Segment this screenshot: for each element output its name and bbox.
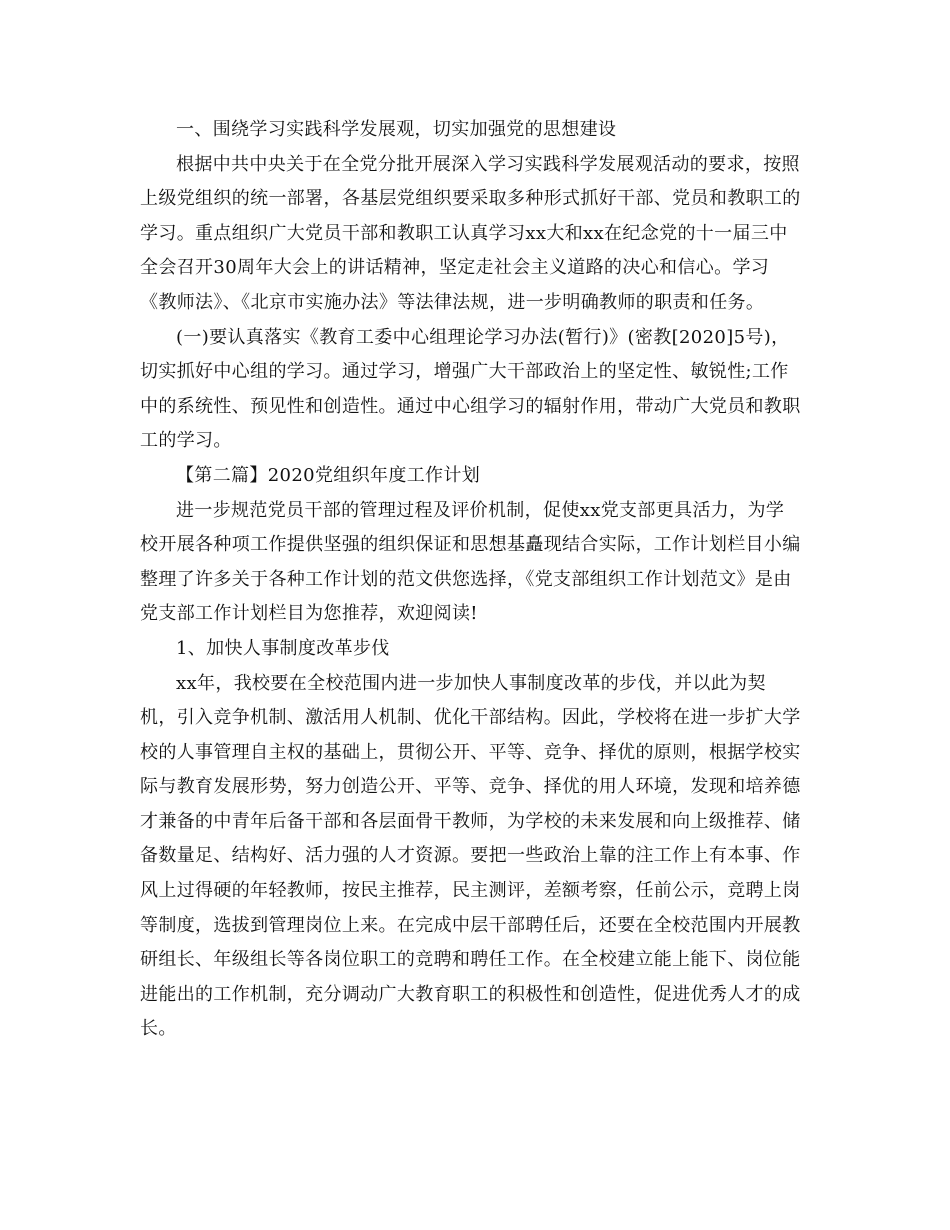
paragraph-line: 工的学习。 — [140, 430, 232, 452]
paragraph-line: xx年，我校要在全校范围内进一步加快人事制度改革的步伐，并以此为契 — [176, 672, 766, 694]
paragraph-line: 风上过得硬的年轻教师，按民主推荐，民主测评，差额考察，任前公示，竞聘上岗 — [140, 880, 801, 902]
paragraph-line: 切实抓好中心组的学习。通过学习，增强广大干部政治上的坚定性、敏锐性;工作 — [140, 361, 789, 383]
section-heading-1: 一、围绕学习实践科学发展观，切实加强党的思想建设 — [176, 119, 617, 140]
paragraph-line: 际与教育发展形势，努力创造公开、平等、竞争、择优的用人环境，发现和培养德 — [140, 776, 801, 798]
paragraph-line: 全会召开30周年大会上的讲话精神，坚定走社会主义道路的决心和信心。学习 — [140, 257, 770, 279]
subsection-heading: 1、加快人事制度改革步伐 — [176, 637, 390, 659]
section-heading-2: 【第二篇】2020党组织年度工作计划 — [176, 464, 481, 486]
paragraph-line: 党支部工作计划栏目为您推荐，欢迎阅读! — [140, 603, 478, 625]
paragraph-line: 整理了许多关于各种工作计划的范文供您选择，《党支部组织工作计划范文》是由 — [140, 568, 792, 590]
document-body — [140, 113, 830, 1047]
paragraph-line: 长。 — [140, 1018, 177, 1040]
paragraph-line: (一)要认真落实《教育工委中心组理论学习办法(暂行)》(密教[2020]5号)， — [176, 326, 790, 348]
paragraph-line: 校的人事管理自主权的基础上，贯彻公开、平等、竞争、择优的原则，根据学校实 — [140, 741, 801, 763]
paragraph-line: 学习。重点组织广大党员干部和教职工认真学习xx大和xx在纪念党的十一届三中 — [140, 222, 788, 244]
paragraph-line: 等制度，选拔到管理岗位上来。在完成中层干部聘任后，还要在全校范围内开展教 — [140, 914, 801, 936]
paragraph-line: 中的系统性、预见性和创造性。通过中心组学习的辐射作用，带动广大党员和教职 — [140, 395, 801, 417]
paragraph-line: 《教师法》、《北京市实施办法》等法律法规，进一步明确教师的职责和任务。 — [140, 291, 765, 313]
paragraph-line: 根据中共中央关于在全党分批开展深入学习实践科学发展观活动的要求，按照 — [176, 153, 800, 175]
paragraph-line: 备数量足、结构好、活力强的人才资源。要把一些政治上靠的注工作上有本事、作 — [140, 845, 801, 867]
paragraph-line: 校开展各种项工作提供坚强的组织保证和思想基矗现结合实际，工作计划栏目小编 — [140, 534, 801, 556]
paragraph-line: 研组长、年级组长等各岗位职工的竞聘和聘任工作。在全校建立能上能下、岗位能 — [140, 949, 801, 971]
paragraph-line: 才兼备的中青年后备干部和各层面骨干教师，为学校的未来发展和向上级推荐、储 — [140, 810, 801, 832]
paragraph-line: 进一步规范党员干部的管理过程及评价机制，促使xx党支部更具活力，为学 — [176, 499, 785, 521]
paragraph-line: 机，引入竞争机制、激活用人机制、优化干部结构。因此，学校将在进一步扩大学 — [140, 707, 801, 729]
paragraph-line: 上级党组织的统一部署，各基层党组织要采取多种形式抓好干部、党员和教职工的 — [140, 188, 801, 210]
paragraph-line: 进能出的工作机制，充分调动广大教育职工的积极性和创造性，促进优秀人才的成 — [140, 983, 801, 1005]
